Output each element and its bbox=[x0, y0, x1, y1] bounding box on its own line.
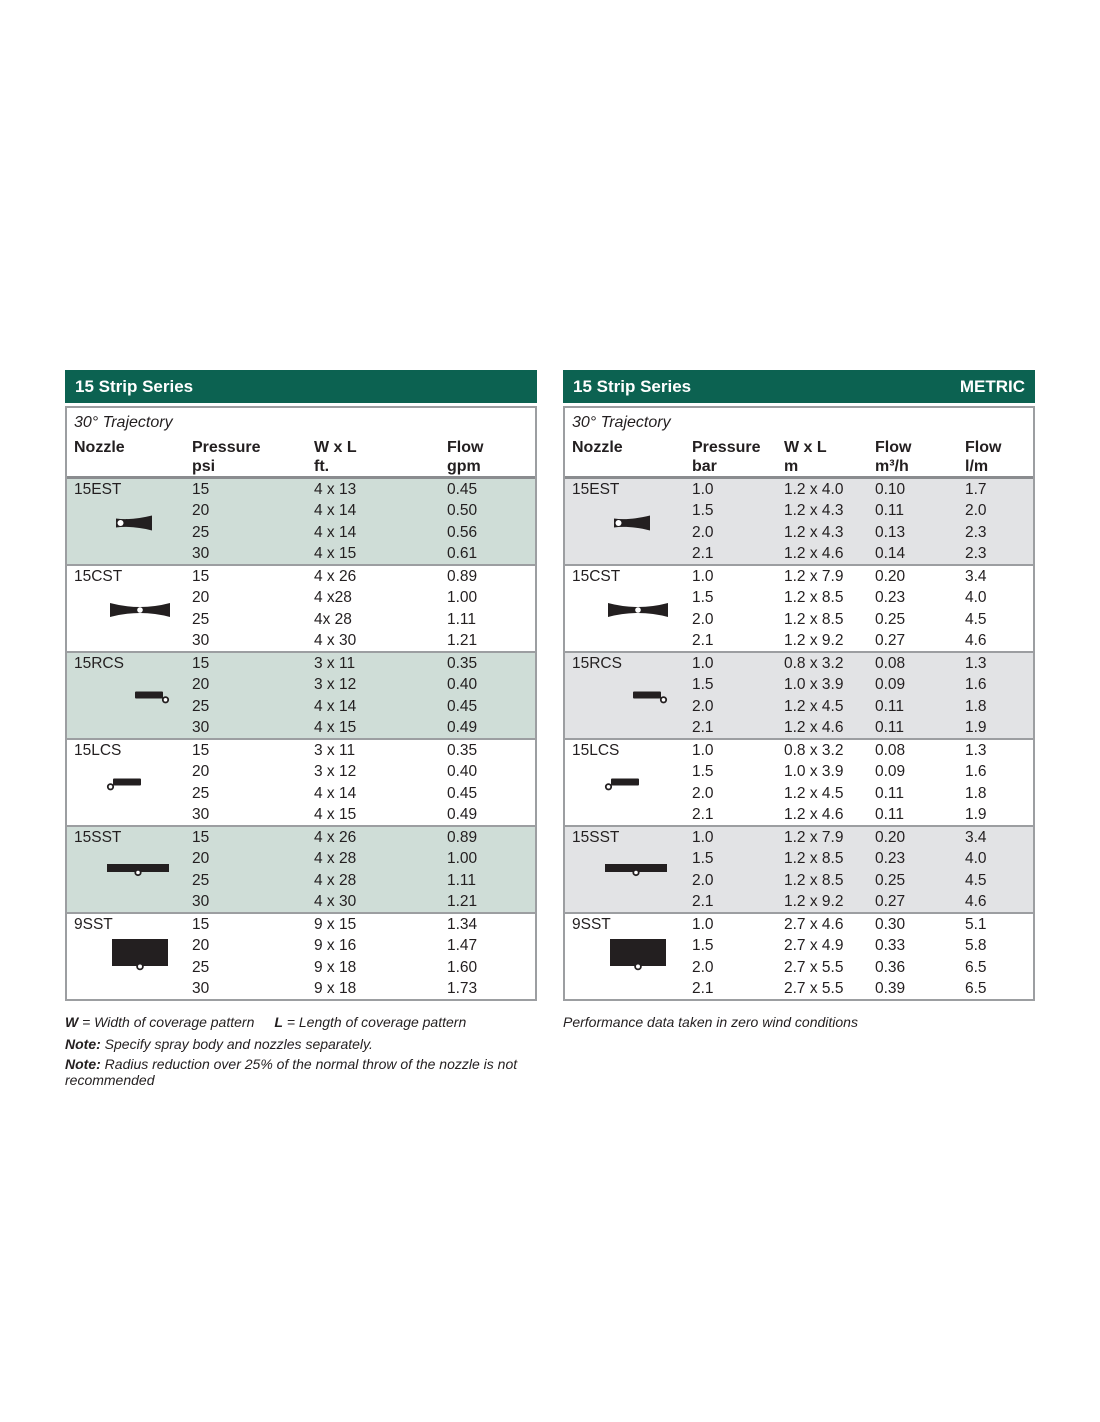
data-cell: 0.89 bbox=[447, 568, 478, 585]
data-cell: 4.6 bbox=[965, 631, 987, 649]
data-cell: 4 x 15 bbox=[314, 718, 357, 736]
column-header-flow: Flow l/m bbox=[965, 439, 1002, 475]
data-cell: 4 x 30 bbox=[314, 631, 357, 649]
data-cell: 0.35 bbox=[447, 655, 478, 672]
data-cell: 1.2 x 4.0 bbox=[784, 481, 844, 498]
data-cell: 1.0 bbox=[692, 568, 714, 585]
data-cell: 0.20 bbox=[875, 568, 906, 585]
data-cell: 1.2 x 9.2 bbox=[784, 892, 844, 910]
legend-l-label: L bbox=[274, 1014, 283, 1030]
data-cell: 0.49 bbox=[447, 718, 478, 736]
legend-w-label: W bbox=[65, 1014, 79, 1030]
data-cell: 1.2 x 8.5 bbox=[784, 850, 844, 868]
data-cell: 1.3 bbox=[965, 655, 987, 672]
data-cell: 30 bbox=[192, 718, 210, 736]
data-cell: 4 x 15 bbox=[314, 544, 357, 562]
nozzle-name: 15LCS bbox=[572, 742, 620, 759]
data-cell: 0.45 bbox=[447, 481, 478, 498]
data-cell: 1.5 bbox=[692, 589, 714, 607]
data-cell: 0.27 bbox=[875, 892, 906, 910]
data-cell: 0.40 bbox=[447, 676, 478, 694]
data-cell: 4 x28 bbox=[314, 589, 352, 607]
center-strip-nozzle-icon bbox=[109, 602, 171, 618]
nozzle-section-15rcs bbox=[565, 651, 1033, 738]
column-header-nozzle: Nozzle bbox=[572, 439, 623, 456]
column-header-flow: Flow m³/h bbox=[875, 439, 912, 475]
table-header-bar bbox=[65, 370, 537, 403]
data-cell: 0.11 bbox=[875, 718, 905, 736]
data-cell: 1.5 bbox=[692, 850, 714, 868]
data-cell: 0.11 bbox=[875, 697, 905, 715]
square-strip-nozzle-icon bbox=[610, 939, 666, 971]
center-strip-nozzle-icon bbox=[607, 602, 669, 618]
data-cell: 2.0 bbox=[692, 958, 714, 976]
data-cell: 20 bbox=[192, 502, 210, 520]
note-label: Note: bbox=[65, 1056, 101, 1072]
table-title: 15 Strip Series bbox=[75, 376, 194, 396]
data-cell: 4 x 26 bbox=[314, 568, 357, 585]
data-cell: 1.73 bbox=[447, 979, 478, 997]
data-cell: 2.0 bbox=[692, 610, 714, 628]
data-cell: 1.9 bbox=[965, 718, 987, 736]
table-box bbox=[65, 406, 537, 1001]
data-cell: 3 x 12 bbox=[314, 763, 357, 781]
data-cell: 6.5 bbox=[965, 958, 987, 976]
data-cell: 0.49 bbox=[447, 805, 478, 823]
data-cell: 1.2 x 8.5 bbox=[784, 871, 844, 889]
data-cell: 0.56 bbox=[447, 523, 478, 541]
data-cell: 4 x 14 bbox=[314, 502, 357, 520]
table-box bbox=[563, 406, 1035, 1001]
data-cell: 0.23 bbox=[875, 589, 906, 607]
table-sections bbox=[67, 479, 535, 999]
data-cell: 1.21 bbox=[447, 892, 478, 910]
nozzle-name: 15RCS bbox=[74, 655, 124, 672]
data-cell: 1.2 x 8.5 bbox=[784, 610, 844, 628]
data-cell: 0.45 bbox=[447, 697, 478, 715]
nozzle-section-15sst bbox=[67, 825, 535, 912]
data-cell: 3.4 bbox=[965, 829, 987, 846]
nozzle-cell bbox=[565, 914, 692, 999]
nozzle-name: 15LCS bbox=[74, 742, 122, 759]
data-cell: 4 x 13 bbox=[314, 481, 357, 498]
data-cell: 4 x 26 bbox=[314, 829, 357, 846]
data-cell: 2.0 bbox=[965, 502, 987, 520]
data-cell: 15 bbox=[192, 655, 210, 672]
nozzle-name: 15CST bbox=[74, 568, 123, 585]
data-cell: 4 x 28 bbox=[314, 850, 357, 868]
data-cell: 20 bbox=[192, 676, 210, 694]
data-cell: 2.7 x 4.9 bbox=[784, 937, 844, 955]
column-header-nozzle: Nozzle bbox=[74, 439, 125, 456]
data-cell: 1.2 x 7.9 bbox=[784, 568, 844, 585]
data-cell: 1.11 bbox=[447, 610, 477, 628]
data-cell: 1.47 bbox=[447, 937, 478, 955]
data-cell: 1.6 bbox=[965, 676, 987, 694]
page-content bbox=[65, 370, 1035, 1092]
end-strip-nozzle-icon bbox=[115, 515, 153, 531]
data-cell: 1.6 bbox=[965, 763, 987, 781]
data-cell: 1.2 x 4.3 bbox=[784, 502, 844, 520]
data-cell: 2.1 bbox=[692, 718, 714, 736]
nozzle-name: 15SST bbox=[572, 829, 620, 846]
data-cell: 4 x 14 bbox=[314, 523, 357, 541]
legend-line bbox=[65, 1014, 537, 1030]
data-cell: 1.34 bbox=[447, 916, 478, 933]
data-cell: 3 x 11 bbox=[314, 742, 356, 759]
data-cell: 1.60 bbox=[447, 958, 478, 976]
data-cell: 0.11 bbox=[875, 805, 905, 823]
data-cell: 1.00 bbox=[447, 850, 478, 868]
data-cell: 25 bbox=[192, 610, 210, 628]
data-cell: 1.5 bbox=[692, 502, 714, 520]
data-cell: 4.5 bbox=[965, 871, 987, 889]
data-cell: 25 bbox=[192, 523, 210, 541]
nozzle-name: 15CST bbox=[572, 568, 621, 585]
nozzle-name: 9SST bbox=[74, 916, 113, 933]
data-cell: 2.1 bbox=[692, 892, 714, 910]
data-cell: 9 x 18 bbox=[314, 979, 357, 997]
data-cell: 0.25 bbox=[875, 871, 906, 889]
data-cell: 0.09 bbox=[875, 763, 906, 781]
data-cell: 1.2 x 8.5 bbox=[784, 589, 844, 607]
data-cell: 5.8 bbox=[965, 937, 987, 955]
data-cell: 1.0 x 3.9 bbox=[784, 676, 844, 694]
data-cell: 1.0 bbox=[692, 742, 714, 759]
column-headers bbox=[565, 436, 1033, 479]
data-cell: 30 bbox=[192, 979, 210, 997]
data-cell: 0.13 bbox=[875, 523, 906, 541]
column-header-w-x-l: W x L ft. bbox=[314, 439, 357, 475]
nozzle-cell bbox=[67, 566, 192, 651]
note-line-2 bbox=[65, 1056, 537, 1088]
data-cell: 1.2 x 4.6 bbox=[784, 718, 844, 736]
data-cell: 0.08 bbox=[875, 742, 906, 759]
data-cell: 4 x 15 bbox=[314, 805, 357, 823]
nozzle-name: 15EST bbox=[74, 481, 122, 498]
data-cell: 0.14 bbox=[875, 544, 906, 562]
data-cell: 4x 28 bbox=[314, 610, 352, 628]
data-cell: 1.0 bbox=[692, 481, 714, 498]
data-cell: 30 bbox=[192, 544, 210, 562]
nozzle-section-9sst bbox=[565, 912, 1033, 999]
data-cell: 0.27 bbox=[875, 631, 906, 649]
data-cell: 1.0 bbox=[692, 655, 714, 672]
data-cell: 2.3 bbox=[965, 544, 987, 562]
data-cell: 20 bbox=[192, 850, 210, 868]
nozzle-cell bbox=[67, 479, 192, 564]
data-cell: 25 bbox=[192, 958, 210, 976]
column-header-flow: Flow gpm bbox=[447, 439, 484, 475]
left-corner-strip-nozzle-icon bbox=[105, 777, 141, 791]
data-cell: 1.2 x 4.3 bbox=[784, 523, 844, 541]
note-text: Specify spray body and nozzles separately. bbox=[100, 1036, 373, 1052]
data-cell: 6.5 bbox=[965, 979, 987, 997]
data-cell: 3 x 11 bbox=[314, 655, 356, 672]
data-cell: 15 bbox=[192, 916, 210, 933]
nozzle-section-15est bbox=[565, 479, 1033, 564]
data-cell: 0.09 bbox=[875, 676, 906, 694]
data-cell: 0.20 bbox=[875, 829, 906, 846]
data-cell: 1.8 bbox=[965, 697, 987, 715]
data-cell: 1.3 bbox=[965, 742, 987, 759]
data-cell: 9 x 16 bbox=[314, 937, 357, 955]
data-cell: 2.3 bbox=[965, 523, 987, 541]
end-strip-nozzle-icon bbox=[613, 515, 651, 531]
data-cell: 2.0 bbox=[692, 697, 714, 715]
legend-w-text: = Width of coverage pattern bbox=[78, 1014, 255, 1030]
side-strip-nozzle-icon bbox=[605, 863, 667, 877]
footnotes-left bbox=[65, 1014, 537, 1092]
table-sections bbox=[565, 479, 1033, 999]
nozzle-section-15cst bbox=[67, 564, 535, 651]
trajectory-subtitle: 30° Trajectory bbox=[572, 414, 671, 431]
column-header-pressure: Pressure psi bbox=[192, 439, 261, 475]
nozzle-name: 15RCS bbox=[572, 655, 622, 672]
data-cell: 25 bbox=[192, 697, 210, 715]
data-cell: 0.89 bbox=[447, 829, 478, 846]
nozzle-name: 15SST bbox=[74, 829, 122, 846]
data-cell: 1.0 x 3.9 bbox=[784, 763, 844, 781]
data-cell: 0.25 bbox=[875, 610, 906, 628]
data-cell: 15 bbox=[192, 568, 210, 585]
column-headers bbox=[67, 436, 535, 479]
nozzle-cell bbox=[67, 653, 192, 738]
nozzle-cell bbox=[565, 740, 692, 825]
data-cell: 15 bbox=[192, 829, 210, 846]
square-strip-nozzle-icon bbox=[112, 939, 168, 971]
data-cell: 1.0 bbox=[692, 916, 714, 933]
footnote-right: Performance data taken in zero wind conditions bbox=[563, 1014, 858, 1030]
data-cell: 5.1 bbox=[965, 916, 987, 933]
data-cell: 1.5 bbox=[692, 763, 714, 781]
data-cell: 0.40 bbox=[447, 763, 478, 781]
data-cell: 9 x 15 bbox=[314, 916, 357, 933]
nozzle-name: 15EST bbox=[572, 481, 620, 498]
table-metric-units bbox=[563, 370, 1035, 1001]
data-cell: 4 x 14 bbox=[314, 784, 357, 802]
data-cell: 1.11 bbox=[447, 871, 477, 889]
data-cell: 0.39 bbox=[875, 979, 906, 997]
note-line-1 bbox=[65, 1036, 537, 1052]
data-cell: 25 bbox=[192, 784, 210, 802]
nozzle-cell bbox=[67, 740, 192, 825]
nozzle-section-15rcs bbox=[67, 651, 535, 738]
nozzle-cell bbox=[565, 566, 692, 651]
data-cell: 2.7 x 5.5 bbox=[784, 958, 844, 976]
data-cell: 0.50 bbox=[447, 502, 478, 520]
data-cell: 9 x 18 bbox=[314, 958, 357, 976]
data-cell: 4 x 28 bbox=[314, 871, 357, 889]
nozzle-section-15lcs bbox=[565, 738, 1033, 825]
note-label: Note: bbox=[65, 1036, 101, 1052]
data-cell: 3.4 bbox=[965, 568, 987, 585]
nozzle-cell bbox=[565, 827, 692, 912]
data-cell: 0.11 bbox=[875, 784, 905, 802]
nozzle-section-15est bbox=[67, 479, 535, 564]
side-strip-nozzle-icon bbox=[107, 863, 169, 877]
data-cell: 2.0 bbox=[692, 523, 714, 541]
data-cell: 0.33 bbox=[875, 937, 906, 955]
tables-row bbox=[65, 370, 1035, 1001]
data-cell: 0.36 bbox=[875, 958, 906, 976]
column-header-pressure: Pressure bar bbox=[692, 439, 761, 475]
trajectory-subtitle: 30° Trajectory bbox=[74, 414, 173, 431]
nozzle-cell bbox=[67, 914, 192, 999]
data-cell: 0.10 bbox=[875, 481, 906, 498]
table-header-bar bbox=[563, 370, 1035, 403]
data-cell: 1.9 bbox=[965, 805, 987, 823]
data-cell: 2.0 bbox=[692, 784, 714, 802]
data-cell: 2.1 bbox=[692, 631, 714, 649]
data-cell: 1.2 x 7.9 bbox=[784, 829, 844, 846]
data-cell: 1.2 x 4.5 bbox=[784, 784, 844, 802]
right-corner-strip-nozzle-icon bbox=[633, 690, 669, 704]
data-cell: 2.1 bbox=[692, 544, 714, 562]
nozzle-section-15lcs bbox=[67, 738, 535, 825]
data-cell: 1.7 bbox=[965, 481, 987, 498]
data-cell: 4.6 bbox=[965, 892, 987, 910]
nozzle-section-15cst bbox=[565, 564, 1033, 651]
data-cell: 0.23 bbox=[875, 850, 906, 868]
data-cell: 1.2 x 9.2 bbox=[784, 631, 844, 649]
legend-l-text: = Length of coverage pattern bbox=[282, 1014, 467, 1030]
data-cell: 15 bbox=[192, 742, 210, 759]
nozzle-cell bbox=[565, 479, 692, 564]
data-cell: 20 bbox=[192, 937, 210, 955]
table-us-units bbox=[65, 370, 537, 1001]
nozzle-section-15sst bbox=[565, 825, 1033, 912]
data-cell: 2.1 bbox=[692, 805, 714, 823]
data-cell: 1.21 bbox=[447, 631, 478, 649]
data-cell: 2.7 x 4.6 bbox=[784, 916, 844, 933]
data-cell: 0.45 bbox=[447, 784, 478, 802]
data-cell: 4.5 bbox=[965, 610, 987, 628]
data-cell: 1.8 bbox=[965, 784, 987, 802]
data-cell: 25 bbox=[192, 871, 210, 889]
data-cell: 1.5 bbox=[692, 937, 714, 955]
data-cell: 4.0 bbox=[965, 850, 987, 868]
data-cell: 2.7 x 5.5 bbox=[784, 979, 844, 997]
data-cell: 0.30 bbox=[875, 916, 906, 933]
data-cell: 0.8 x 3.2 bbox=[784, 742, 844, 759]
data-cell: 4.0 bbox=[965, 589, 987, 607]
metric-badge: METRIC bbox=[959, 376, 1025, 396]
data-cell: 20 bbox=[192, 589, 210, 607]
data-cell: 1.2 x 4.6 bbox=[784, 544, 844, 562]
data-cell: 0.8 x 3.2 bbox=[784, 655, 844, 672]
data-cell: 20 bbox=[192, 763, 210, 781]
note-text: Radius reduction over 25% of the normal throw of the nozzle is not recommended bbox=[65, 1056, 518, 1088]
data-cell: 1.0 bbox=[692, 829, 714, 846]
data-cell: 30 bbox=[192, 892, 210, 910]
data-cell: 15 bbox=[192, 481, 210, 498]
data-cell: 0.11 bbox=[875, 502, 905, 520]
data-cell: 1.5 bbox=[692, 676, 714, 694]
data-cell: 1.2 x 4.5 bbox=[784, 697, 844, 715]
data-cell: 2.0 bbox=[692, 871, 714, 889]
nozzle-cell bbox=[67, 827, 192, 912]
data-cell: 1.2 x 4.6 bbox=[784, 805, 844, 823]
data-cell: 0.35 bbox=[447, 742, 478, 759]
nozzle-section-9sst bbox=[67, 912, 535, 999]
column-header-w-x-l: W x L m bbox=[784, 439, 827, 475]
data-cell: 3 x 12 bbox=[314, 676, 357, 694]
data-cell: 4 x 30 bbox=[314, 892, 357, 910]
right-corner-strip-nozzle-icon bbox=[135, 690, 171, 704]
table-title: 15 Strip Series bbox=[573, 376, 692, 396]
data-cell: 0.08 bbox=[875, 655, 906, 672]
footnotes-row bbox=[65, 1014, 1035, 1092]
nozzle-name: 9SST bbox=[572, 916, 611, 933]
data-cell: 2.1 bbox=[692, 979, 714, 997]
left-corner-strip-nozzle-icon bbox=[603, 777, 639, 791]
nozzle-cell bbox=[565, 653, 692, 738]
data-cell: 4 x 14 bbox=[314, 697, 357, 715]
data-cell: 30 bbox=[192, 805, 210, 823]
data-cell: 1.00 bbox=[447, 589, 478, 607]
data-cell: 0.61 bbox=[447, 544, 478, 562]
data-cell: 30 bbox=[192, 631, 210, 649]
